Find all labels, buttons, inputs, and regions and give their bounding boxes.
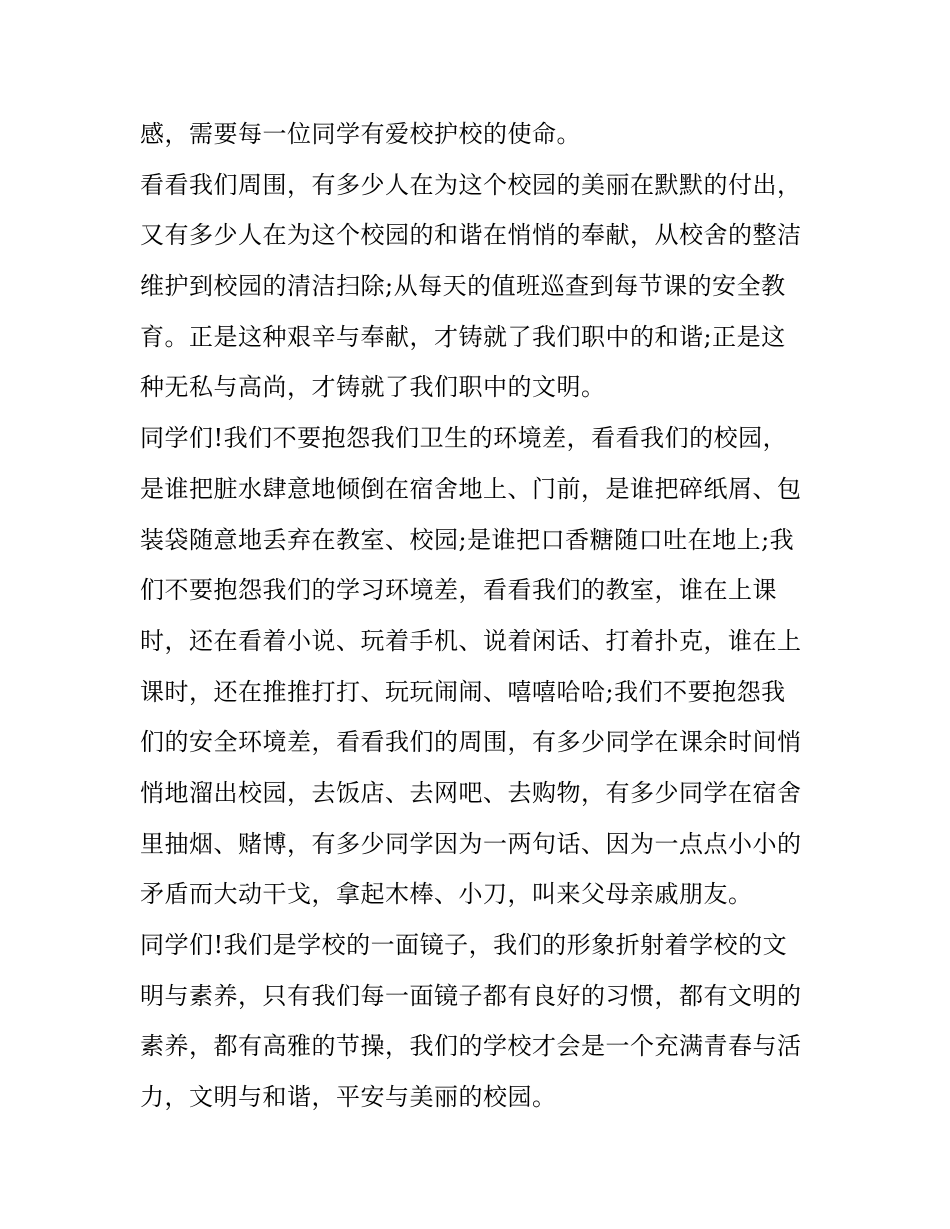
text-line: 课时，还在推推打打、玩玩闹闹、嘻嘻哈哈;我们不要抱怨我 [140,677,786,706]
text-line: 看看我们周围，有多少人在为这个校园的美丽在默默的付出， [140,170,802,199]
text-line: 们的安全环境差，看看我们的周围，有多少同学在课余时间悄 [140,728,802,757]
text-line: 育。正是这种艰辛与奉献，才铸就了我们职中的和谐;正是这 [140,322,786,351]
text-line: 又有多少人在为这个校园的和谐在悄悄的奉献，从校舍的整洁 [140,221,802,250]
text-line: 是谁把脏水肆意地倾倒在宿舍地上、门前，是谁把碎纸屑、包 [140,474,802,503]
text-line: 同学们!我们不要抱怨我们卫生的环境差，看看我们的校园， [140,424,788,453]
text-line: 感，需要每一位同学有爱校护校的使命。 [140,120,581,148]
text-line: 矛盾而大动干戈，拿起木棒、小刀，叫来父母亲戚朋友。 [140,880,753,909]
body-text [140,109,820,1123]
text-line: 里抽烟、赌博，有多少同学因为一两句话、因为一点点小小的 [140,829,802,858]
text-line: 时，还在看着小说、玩着手机、说着闲话、打着扑克，谁在上 [140,626,802,655]
text-line: 同学们!我们是学校的一面镜子，我们的形象折射着学校的文 [140,931,788,959]
text-line: 们不要抱怨我们的学习环境差，看看我们的教室，谁在上课 [140,576,777,605]
text-line: 素养，都有高雅的节操，我们的学校才会是一个充满青春与活 [140,1032,802,1061]
text-line: 悄地溜出校园，去饭店、去网吧、去购物，有多少同学在宿舍 [140,778,802,807]
text-line: 维护到校园的清洁扫除;从每天的值班巡查到每节课的安全教 [140,272,786,301]
text-line: 力，文明与和谐，平安与美丽的校园。 [140,1083,557,1112]
text-line: 装袋随意地丢弃在教室、校园;是谁把口香糖随口吐在地上;我 [140,525,795,554]
text-line: 种无私与高尚，才铸就了我们职中的文明。 [140,373,606,402]
text-line: 明与素养，只有我们每一面镜子都有良好的习惯，都有文明的 [140,981,802,1010]
